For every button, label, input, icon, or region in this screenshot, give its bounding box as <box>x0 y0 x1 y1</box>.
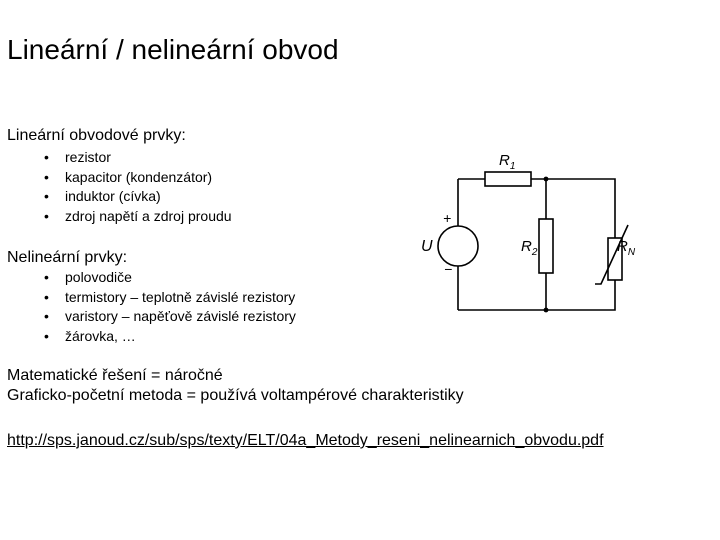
page-title: Lineární / nelineární obvod <box>7 34 339 65</box>
list-item <box>40 187 232 207</box>
linear-heading: Lineární obvodové prvky: <box>7 127 186 144</box>
circuit-diagram <box>415 148 650 323</box>
bullet-icon: • <box>44 327 49 344</box>
bullet-icon: • <box>44 269 49 285</box>
list-item-text: induktor (cívka) <box>65 188 161 204</box>
minus-sign: − <box>444 261 453 277</box>
junction-dot <box>544 177 549 182</box>
plus-sign: + <box>443 210 452 226</box>
nonlinear-list <box>40 268 296 346</box>
list-item-text: žárovka, … <box>65 327 136 344</box>
list-item <box>40 288 296 308</box>
list-item-text: zdroj napětí a zdroj proudu <box>65 207 232 224</box>
list-item-text: rezistor <box>65 149 111 165</box>
bullet-icon: • <box>44 288 49 305</box>
bullet-icon: • <box>44 308 49 324</box>
linear-list <box>40 148 232 226</box>
resistor-r1 <box>485 172 531 186</box>
list-item <box>40 268 296 288</box>
math-line-2: Graficko-početní metoda = používá voltampérové charakteristiky <box>7 387 464 404</box>
bullet-icon: • <box>44 207 49 224</box>
bullet-icon: • <box>44 188 49 204</box>
reference-link[interactable]: http://sps.janoud.cz/sub/sps/texty/ELT/04a_Metody_reseni_nelinearnich_obvodu.pdf <box>7 432 604 449</box>
bullet-icon: • <box>44 149 49 165</box>
list-item <box>40 148 232 168</box>
resistor-r2 <box>539 219 553 273</box>
list-item <box>40 307 296 327</box>
list-item <box>40 207 232 227</box>
math-line-1: Matematické řešení = náročné <box>7 367 223 384</box>
r2-label: $R_2$ <box>521 238 538 258</box>
wire-top <box>458 179 615 238</box>
list-item-text: termistory – teplotně závislé rezistory <box>65 288 296 305</box>
voltage-source-u <box>438 226 478 266</box>
bullet-icon: • <box>44 168 49 185</box>
junction-dot <box>544 308 549 313</box>
list-item-text: kapacitor (kondenzátor) <box>65 168 213 185</box>
list-item <box>40 327 296 347</box>
rn-label: $R_N$ <box>617 238 636 258</box>
nonlinear-heading: Nelineární prvky: <box>7 249 128 266</box>
wire-bottom <box>458 280 615 310</box>
u-label: U <box>421 238 433 255</box>
math-notes <box>7 366 464 406</box>
list-item <box>40 168 232 188</box>
r1-label: $R_1$ <box>499 152 516 172</box>
list-item-text: varistory – napěťově závislé rezistory <box>65 308 296 324</box>
list-item-text: polovodiče <box>65 269 132 285</box>
